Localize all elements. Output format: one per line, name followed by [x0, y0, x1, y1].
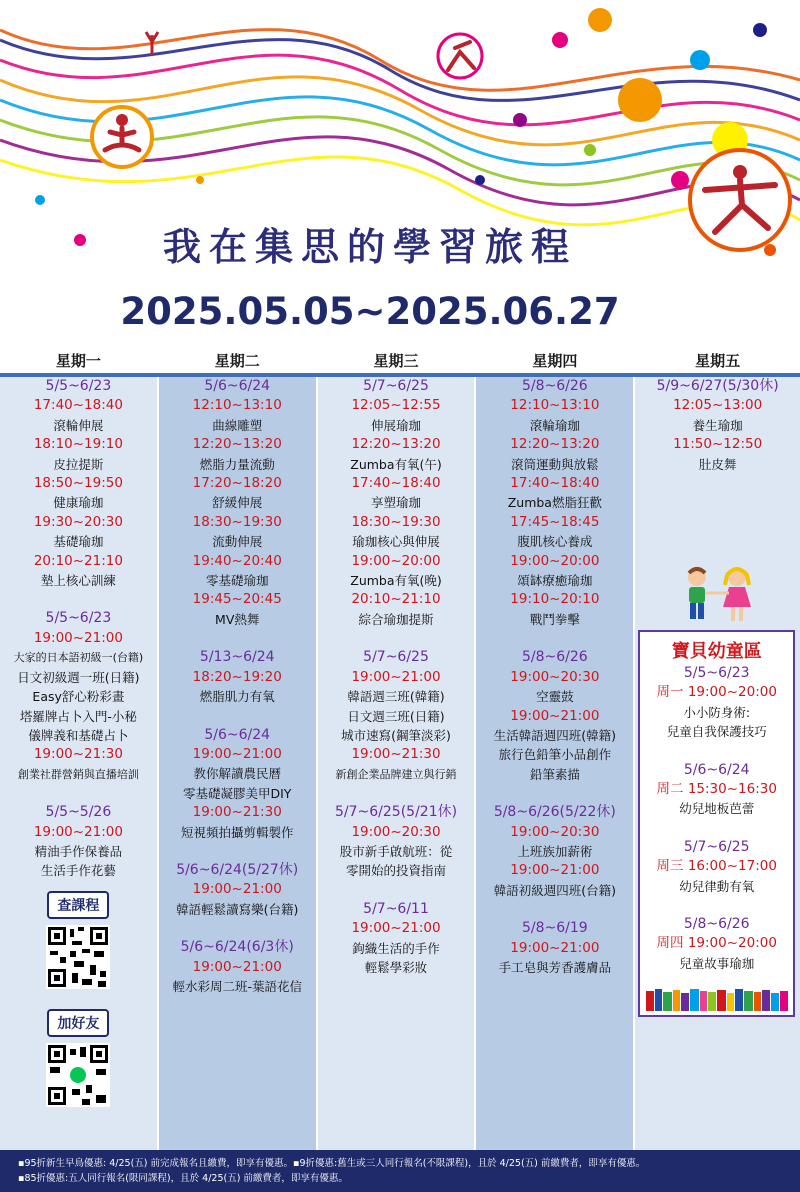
course-name: 日文初級週一班(日籍) [17, 669, 140, 685]
course-name: 基礎瑜珈 [53, 534, 104, 550]
course-name: 輕鬆學彩妝 [364, 959, 428, 975]
course-name: 精油手作保養品 [34, 843, 123, 859]
footer-line-1: ▪95折新生早鳥優惠: 4/25(五) 前完成報名且繳費，即享有優惠。▪9折優惠:舊生或三人同行報名(不限課程)，且於 4/25(五) 前繳費者，即享有優惠。 [18, 1158, 646, 1169]
time-slot: 19:30~20:30 [33, 513, 123, 530]
time-slot: 12:10~13:10 [192, 397, 282, 414]
time-slot: 19:00~20:30 [510, 823, 600, 840]
yoga-icon [92, 107, 152, 167]
qr-line-icon[interactable] [46, 1043, 110, 1107]
time-slot: 11:50~12:50 [673, 436, 763, 453]
time-slot: 18:30~19:30 [192, 513, 282, 530]
date-range-label: 5/8~6/26 [521, 649, 588, 666]
course-name: 零開始的投資指南 [346, 863, 447, 879]
course-name: 滾輪伸展 [53, 417, 104, 433]
course-name: 生活手作花藝 [40, 863, 116, 879]
course-name: Zumba有氧(午) [350, 456, 442, 472]
course-name: 塔羅牌占卜入門-小秘 [19, 708, 137, 724]
course-name: 兒童自我保護技巧 [666, 724, 767, 740]
time-slot: 19:10~20:10 [510, 591, 600, 608]
course-name: 肚皮舞 [698, 456, 737, 472]
date-range-label: 5/7~6/25 [683, 838, 750, 855]
date-range: 2025.05.05~2025.06.27 [120, 290, 620, 333]
time-slot: 18:20~19:20 [192, 668, 282, 685]
page-title: 我在集思的學習旅程 [162, 225, 577, 269]
course-name: 旅行色鉛筆小品創作 [498, 747, 612, 763]
time-slot: 17:20~18:20 [192, 475, 282, 492]
spacer [318, 629, 475, 648]
date-range-label: 5/5~6/23 [683, 665, 750, 681]
date-range-label: 5/8~6/19 [521, 920, 588, 937]
spacer [159, 919, 316, 938]
course-name: 戰鬥拳擊 [529, 611, 580, 627]
course-name: 皮拉提斯 [53, 456, 104, 472]
time-slot: 17:40~18:40 [351, 475, 441, 492]
day-header-mon: 星期一 [55, 352, 101, 370]
date-range-label: 5/8~6/26 [683, 916, 750, 933]
course-name: 滾輪瑜珈 [529, 417, 580, 433]
course-name: 健康瑜珈 [53, 495, 104, 511]
time-slot: 19:40~20:40 [192, 552, 282, 569]
time-slot: 12:20~13:20 [192, 436, 282, 453]
time-slot: 20:10~21:10 [33, 552, 123, 569]
course-name: 生活韓語週四班(韓籍) [493, 727, 616, 743]
course-name: Zumba燃脂狂歡 [507, 495, 602, 511]
course-name: 幼兒律動有氧 [679, 878, 755, 894]
decorative-waves [0, 0, 800, 340]
wednesday-entries [318, 377, 475, 977]
time-slot: 20:10~21:10 [351, 591, 441, 608]
course-name: Easy舒心粉彩畫 [32, 689, 125, 705]
time-slot: 12:05~12:55 [351, 397, 441, 414]
time-slot: 19:00~21:00 [33, 629, 123, 646]
time-slot: 12:20~13:20 [510, 436, 600, 453]
qr-code-icon[interactable] [46, 925, 110, 989]
course-name: 流動伸展 [212, 534, 263, 550]
course-name: 墊上核心訓練 [40, 573, 116, 589]
day-header-tue: 星期二 [214, 352, 260, 370]
spacer [0, 784, 157, 803]
spacer [476, 784, 633, 803]
column-wednesday [318, 377, 475, 1150]
date-range-label: 5/6~6/24 [204, 726, 271, 743]
date-range-label: 5/6~6/24 [683, 761, 750, 778]
spacer [640, 896, 793, 915]
date-range-label: 5/7~6/25 [363, 378, 429, 394]
time-slot: 周一 19:00~20:00 [656, 684, 777, 701]
course-name: 燃脂肌力有氧 [199, 689, 275, 705]
date-range-label: 5/5~5/26 [45, 804, 112, 821]
course-name: 瑜珈核心與伸展 [352, 534, 440, 550]
course-name: 兒童故事瑜珈 [679, 955, 755, 971]
footer-line-2: ▪85折優惠:五人同行報名(限同課程)，且於 4/25(五) 前繳費者，即享有優惠。 [18, 1173, 348, 1184]
spacer [476, 629, 633, 648]
course-name: 韓語輕鬆讀寫樂(台籍) [176, 901, 299, 917]
course-name: 頌缽療癒瑜珈 [517, 573, 593, 589]
time-slot: 19:00~20:00 [351, 552, 441, 569]
kids-zone-title: 寶貝幼童區 [671, 641, 762, 662]
course-name: 大家的日本語初級一(台籍) [13, 651, 144, 665]
course-name: 上班族加薪術 [517, 843, 593, 859]
date-range-label: 5/7~6/11 [363, 900, 429, 917]
time-slot: 19:00~20:30 [510, 668, 600, 685]
tuesday-entries [159, 377, 316, 996]
course-name: 韓語初級週四班(台籍) [493, 882, 616, 898]
course-name: 韓語週三班(韓籍) [347, 689, 445, 705]
course-name: 教你解讀農民曆 [193, 766, 281, 782]
time-slot: 18:30~19:30 [351, 513, 441, 530]
spacer [318, 881, 475, 900]
time-slot: 12:05~13:00 [673, 397, 763, 414]
course-name: 創業社群營銷與直播培訓 [17, 767, 139, 781]
spacer [0, 590, 157, 609]
date-range-label: 5/5~6/23 [45, 610, 112, 627]
time-slot: 19:00~21:00 [510, 939, 600, 956]
time-slot: 19:00~21:00 [192, 881, 282, 898]
books-icon [644, 987, 790, 1011]
time-slot: 12:20~13:20 [351, 436, 441, 453]
time-slot: 17:40~18:40 [510, 475, 600, 492]
course-name: 腹肌核心養成 [517, 534, 593, 550]
spacer [159, 842, 316, 861]
column-friday [635, 377, 800, 1150]
kids-illustration-icon [675, 565, 765, 627]
time-slot: 17:45~18:45 [510, 513, 600, 530]
discount-footer [0, 1150, 800, 1192]
time-slot: 19:00~21:00 [510, 707, 600, 724]
date-range-label: 5/13~6/24 [199, 649, 275, 666]
course-name: 滾筒運動與放鬆 [511, 456, 599, 472]
course-name: 零基礎凝膠美甲DIY [182, 785, 292, 801]
spacer [159, 707, 316, 726]
time-slot: 19:00~21:00 [192, 958, 282, 975]
kids-zone [638, 630, 795, 1017]
banner [0, 0, 800, 340]
date-range-label: 5/7~6/25(5/21休) [335, 804, 458, 821]
date-range-label: 5/9~6/27(5/30休) [656, 378, 779, 394]
time-slot: 19:00~21:00 [351, 920, 441, 937]
course-name: 城市速寫(鋼筆淡彩) [341, 727, 451, 743]
course-name: 鉤織生活的手作 [352, 940, 440, 956]
date-range-label: 5/6~6/24(5/27休) [176, 861, 299, 878]
time-slot: 周三 16:00~17:00 [656, 858, 777, 875]
course-name: MV熱舞 [215, 611, 260, 627]
schedule-grid [0, 377, 800, 1150]
course-name: 鉛筆素描 [529, 766, 580, 782]
time-slot: 19:00~20:30 [351, 823, 441, 840]
course-name: 伸展瑜珈 [371, 417, 422, 433]
spacer [159, 629, 316, 648]
qr-friend-label[interactable]: 加好友 [47, 1009, 109, 1037]
spacer [640, 819, 793, 838]
course-name: 儀牌義和基礎占卜 [28, 727, 129, 743]
time-slot: 19:00~21:00 [192, 745, 282, 762]
date-range-label: 5/5~6/23 [45, 378, 112, 394]
spacer [476, 900, 633, 919]
date-range-label: 5/8~6/26(5/22休) [493, 804, 616, 821]
monday-entries [0, 377, 157, 881]
course-name: 手工皂與芳香護膚品 [498, 959, 612, 975]
time-slot: 19:45~20:45 [192, 591, 282, 608]
qr-course-label[interactable]: 查課程 [47, 891, 109, 919]
time-slot: 19:00~21:30 [351, 746, 441, 763]
course-name: 輕水彩周二班-葉語花信 [172, 978, 302, 994]
time-slot: 17:40~18:40 [33, 397, 123, 414]
thursday-entries [476, 377, 633, 977]
course-name: 零基礎瑜珈 [205, 573, 269, 589]
course-name: 空靈鼓 [536, 689, 574, 705]
time-slot: 19:00~21:00 [510, 862, 600, 879]
column-thursday [476, 377, 633, 1150]
course-name: 舒緩伸展 [212, 495, 263, 511]
time-slot: 19:00~21:30 [192, 804, 282, 821]
yoga-pose-icon [438, 34, 482, 78]
course-name: 新創企業品牌建立與行銷 [335, 767, 457, 781]
time-slot: 周二 15:30~16:30 [656, 781, 777, 798]
time-slot: 19:00~21:00 [33, 823, 123, 840]
date-range-label: 5/6~6/24(6/3休) [180, 939, 294, 956]
time-slot: 19:00~20:00 [510, 552, 600, 569]
day-header-wed: 星期三 [373, 352, 419, 370]
course-name: 短視頻拍攝剪輯製作 [180, 824, 294, 840]
course-name: 養生瑜珈 [692, 417, 743, 433]
course-name: 日文週三班(日籍) [347, 708, 445, 724]
spacer [640, 742, 793, 761]
column-tuesday [159, 377, 316, 1150]
course-name: 燃脂力量流動 [199, 456, 275, 472]
course-name: 綜合瑜珈提斯 [358, 611, 434, 627]
time-slot: 19:00~21:00 [351, 668, 441, 685]
time-slot: 周四 19:00~20:00 [656, 935, 777, 952]
time-slot: 19:00~21:30 [33, 746, 123, 763]
course-name: 小小防身術: [683, 704, 751, 720]
course-name: 股市新手啟航班：從 [339, 843, 453, 859]
day-header-fri: 星期五 [695, 352, 741, 370]
course-name: 享塑瑜珈 [371, 495, 422, 511]
friday-entries [635, 377, 800, 474]
time-slot: 18:50~19:50 [33, 475, 123, 492]
day-header-thu: 星期四 [532, 352, 578, 370]
spacer [318, 784, 475, 803]
day-header-row [0, 348, 800, 374]
course-name: Zumba有氧(晚) [350, 573, 442, 589]
course-name: 曲線雕塑 [212, 417, 263, 433]
column-monday [0, 377, 157, 1150]
time-slot: 12:10~13:10 [510, 397, 600, 414]
kids-entries [640, 664, 793, 973]
course-name: 幼兒地板芭蕾 [679, 801, 755, 817]
date-range-label: 5/7~6/25 [363, 649, 429, 666]
date-range-label: 5/8~6/26 [521, 378, 588, 394]
time-slot: 18:10~19:10 [33, 436, 123, 453]
date-range-label: 5/6~6/24 [204, 378, 271, 394]
